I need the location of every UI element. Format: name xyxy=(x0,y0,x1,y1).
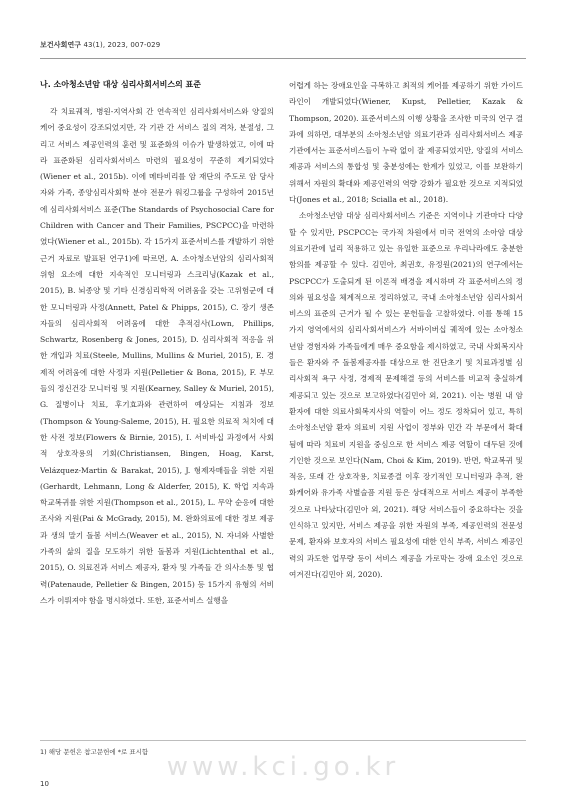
footnote: 1) 해당 문헌은 참고문헌에 *로 표시함 xyxy=(40,748,149,756)
running-header xyxy=(40,40,526,50)
section-title: 나. 소아청소년암 대상 심리사회서비스의 표준 xyxy=(40,80,202,89)
journal-name: 보건사회연구 xyxy=(40,41,82,49)
body-paragraph: 어렵게 하는 장애요인을 극복하고 최적의 케어를 제공하기 위한 가이드라인이 개발되었다(Wiener, Kupst, Pelletier, Kazak & Thompson, 2020). 표준서비스의 이행 상황을 조사한 미국의 연구 결과에 의하면, 대부분의 소아청소년암 의료기관과 심리사회서비스 제공기관에서는 표준서비스들이 누락 없이 잘 제공되었지만, 양질의 서비스 제공과 서비스의 통합성 및 충분성에는 한계가 있었고, 이를 보완하기 위해서 자원의 확대와 제공인력의 역량 강화가 필요한 것으로 지적되었다(Jones et al., 2018; Scialla et al., 2018). xyxy=(289,81,523,205)
watermark: www.kci.go.kr xyxy=(166,752,400,782)
right-column xyxy=(289,78,523,768)
footnote-divider xyxy=(40,740,526,741)
body-paragraph: 소아청소년암 대상 심리사회서비스 기준은 지역이나 기관마다 다양할 수 있지만, PSCPCC는 국가적 차원에서 미국 전역의 소아암 대상 의료기관에 널리 적용하고 있는 유일한 표준으로 우리나라에도 충분한 함의를 제공할 수 있다. 김민아, 최권호, 유정원(2021)의 연구에서는 PSCPCC가 도출되게 된 이론적 배경을 제시하며 각 표준서비스의 정의와 필요성을 체계적으로 정리하였고, 국내 소아청소년암 심리사회서비스의 표준의 근거가 될 수 있는 문헌들을 고찰하였다. 이를 통해 15가지 영역에서의 심리사회서비스가 서바이버십 궤적에 있는 소아청소년암 경험자와 가족들에게 매우 중요함을 제시하였고, 국내 사회복지사들은 환자와 주 돌봄제공자를 대상으로 한 진단초기 및 치료과정별 심리사회적 욕구 사정, 경제적 문제해결 등의 서비스를 비교적 충실하게 제공되고 있는 것으로 보고하였다(김민아 외, 2021). 이는 병원 내 암 환자에 대한 의료사회복지사의 역할이 어느 정도 정착되어 있고, 특히 소아청소년암 환자 의료비 지원 사업이 정부와 민간 각 부문에서 확대됨에 따라 치료비 지원을 중심으로 한 서비스 제공 역할이 대두된 것에 기인한 것으로 보인다(Nam, Choi & Kim, 2019). 반면, 학교복귀 및 적응, 또래 간 상호작용, 치료종결 이후 장기적인 모니터링과 추적, 완화케어와 유가족 사별슬픔 지원 등은 상대적으로 서비스 제공이 부족한 것으로 나타났다(김민아 외, 2021). 해당 서비스들이 중요하다는 것을 인식하고 있지만, 서비스 제공을 위한 자원의 부족, 제공인력의 전문성 문제, 환자와 보호자의 서비스 필요성에 대한 인식 부족, 서비스 제공인력의 과도한 업무량 등이 서비스 제공을 가로막는 장애 요소인 것으로 여겨진다(김민아 외, 2020). xyxy=(289,211,523,579)
body-paragraph: 각 치료궤적, 병원-지역사회 간 연속적인 심리사회서비스와 양질의 케어 중요성이 강조되었지만, 각 기관 간 서비스 질의 격차, 분절성, 그리고 서비스 제공인력의 훈련 및 표준화의 이슈가 발생하였고, 이에 따라 표준화된 심리사회서비스 마련의 필요성이 꾸준히 제기되었다(Wiener et al., 2015b). 이에 메타비리를 암 재단의 주도로 암 당사자와 가족, 종양심리사회학 분야 전문가 워킹그룹을 구성하여 2015년에 심리사회서비스 표준(The Standards of Psychosocial Care for Children with Cancer and Their Families, PSCPCC)을 마련하였다(Wiener et al., 2015b). 각 15가지 표준서비스를 개발하기 위한 근거 자료로 발표된 연구1)에 따르면, A. 소아청소년암의 심리사회적 위험 요소에 대한 지속적인 모니터링과 스크리닝(Kazak et al., 2015), B. 뇌종양 및 기타 신경심리학적 어려움을 갖는 고위험군에 대한 모니터링과 사정(Annett, Patel & Phipps, 2015), C. 장기 생존자들의 심리사회적 어려움에 대한 추적검사(Lown, Phillips, Schwartz, Rosenberg & Jones, 2015), D. 심리사회적 적응을 위한 개입과 치료(Steele, Mullins, Mullins & Muriel, 2015), E. 경제적 어려움에 대한 사정과 지원(Pelletier & Bona, 2015), F. 부모들의 정신건강 모니터링 및 지원(Kearney, Salley & Muriel, 2015), G. 질병이나 치료, 후기효과와 관련하여 예상되는 지침과 정보(Thompson & Young-Saleme, 2015), H. 필요한 의료적 처치에 대한 사전 정보(Flowers & Birnie, 2015), I. 서비바십 과정에서 사회적 상호작용의 기회(Christiansen, Bingen, Hoag, Karst, Velázquez-Martin & Barakat, 2015), J. 형제자매들을 위한 지원(Gerhardt, Lehmann, Long & Alderfer, 2015), K. 학업 지속과 학교복귀를 위한 지원(Thompson et al., 2015), L. 무약 순응에 대한 조사와 지원(Pai & McGrady, 2015), M. 완화의료에 대한 정보 제공과 생의 말기 돌봄 서비스(Weaver et al., 2015), N. 자녀와 사별한 가족의 삶의 질을 모도하기 위한 돌봄과 지원(Lichtenthal et al., 2015), O. 의료진과 서비스 제공자, 환자 및 가족들 간 의사소통 및 협력(Patenaude, Pelletier & Bingen, 2015) 등 15가지 유형의 서비스가 이뤄져야 함을 명시하였다. 또한, 표준서비스 실행을 xyxy=(40,107,274,605)
journal-issue: 43(1), 2023, 007-029 xyxy=(81,41,161,49)
left-column xyxy=(40,78,274,768)
header-divider xyxy=(40,58,526,59)
page-number: 10 xyxy=(40,780,49,788)
